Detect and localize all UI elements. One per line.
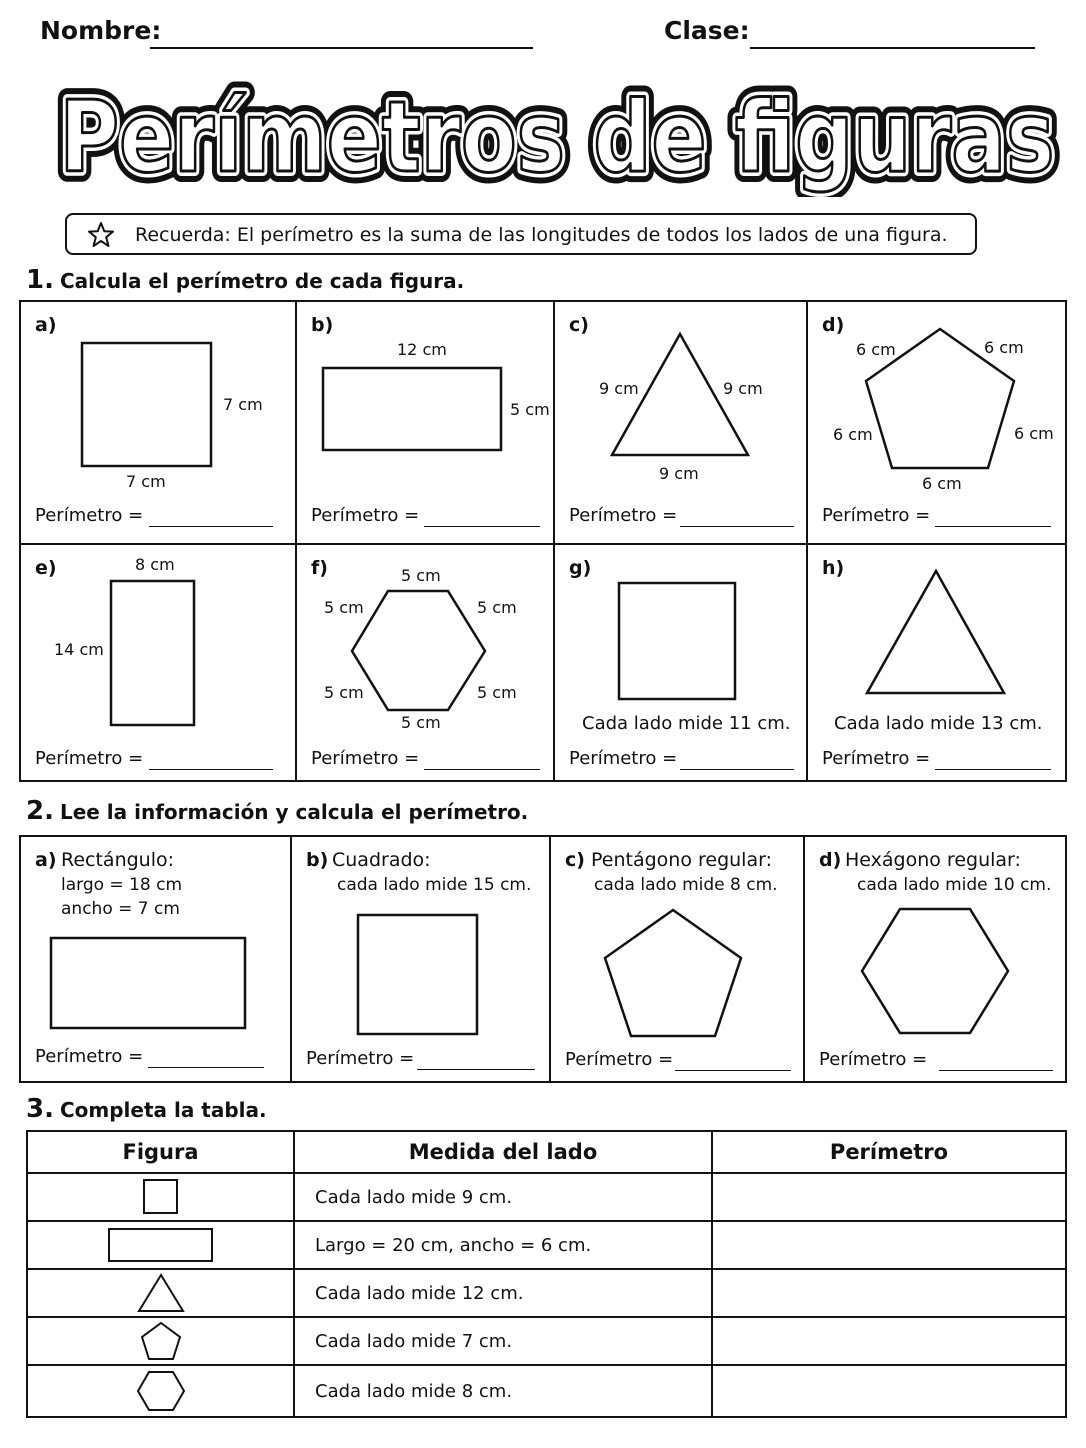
s2-d-answer-field[interactable]: [939, 1070, 1053, 1071]
s1-e-answer-field[interactable]: [149, 769, 273, 770]
table-row: [27, 1365, 1066, 1417]
s1-d-side-1: 6 cm: [856, 340, 896, 359]
s1-item-a-label: a): [35, 314, 57, 336]
s1-item-e: [21, 545, 297, 780]
page-title: [55, 65, 1060, 197]
s2-item-a: [21, 837, 292, 1081]
s1-item-h: [808, 545, 1065, 780]
s1-item-g: [555, 545, 808, 780]
section-3-number: 3.: [26, 1094, 54, 1124]
table-row: [27, 1317, 1066, 1365]
class-label: Clase:: [664, 16, 750, 45]
name-field[interactable]: [150, 47, 533, 49]
s1-g-perimeter-label: Perímetro =: [569, 748, 678, 769]
section-2-title: [26, 796, 528, 826]
table-measure-cell: Largo = 20 cm, ancho = 6 cm.: [294, 1221, 712, 1269]
table-figure-cell: [27, 1317, 294, 1365]
s1-e-side-top: 8 cm: [135, 555, 175, 574]
s1-item-a: [21, 302, 297, 545]
perimeter-table: [26, 1130, 1067, 1418]
section-1-title: [26, 265, 464, 295]
s2-b-answer-field[interactable]: [417, 1069, 535, 1070]
svg-text:Perímetros de figuras: Perímetros de figuras: [59, 81, 1055, 195]
s1-b-side-top: 12 cm: [397, 340, 447, 359]
s1-a-side-bottom: 7 cm: [126, 472, 166, 491]
s1-c-answer-field[interactable]: [680, 526, 794, 527]
s1-d-side-5: 6 cm: [922, 474, 962, 493]
s1-h-note: Cada lado mide 13 cm.: [834, 713, 1043, 734]
s1-h-perimeter-label: Perímetro =: [822, 748, 931, 769]
s1-e-perimeter-label: Perímetro =: [35, 748, 144, 769]
section-1-number: 1.: [26, 265, 54, 295]
s1-f-side-lower-right: 5 cm: [477, 683, 517, 702]
table-figure-cell: [27, 1221, 294, 1269]
s1-d-side-3: 6 cm: [833, 425, 873, 444]
s1-f-side-bottom: 5 cm: [401, 713, 441, 732]
table-measure-cell: Cada lado mide 12 cm.: [294, 1269, 712, 1317]
s1-item-f-label: f): [311, 557, 328, 579]
s2-c-side: cada lado mide 8 cm.: [594, 875, 778, 895]
s1-f-perimeter-label: Perímetro =: [311, 748, 420, 769]
class-field[interactable]: [750, 47, 1035, 49]
table-perimeter-cell[interactable]: [712, 1317, 1066, 1365]
svg-text:Perímetros de figuras: Perímetros de figuras: [59, 81, 1055, 195]
s1-h-answer-field[interactable]: [935, 769, 1051, 770]
s2-c-name: Pentágono regular:: [591, 849, 772, 871]
s2-item-b-label: b): [306, 849, 329, 871]
s1-f-side-upper-left: 5 cm: [324, 598, 364, 617]
section-3-text: Completa la tabla.: [59, 1098, 267, 1122]
s2-item-d-label: d): [819, 849, 842, 871]
hexagon-shape: [805, 837, 1065, 1081]
s1-b-perimeter-label: Perímetro =: [311, 505, 420, 526]
s2-d-side: cada lado mide 10 cm.: [857, 875, 1052, 895]
s1-a-side-right: 7 cm: [223, 395, 263, 414]
rectangle-icon: [107, 1226, 215, 1264]
s1-c-side-right: 9 cm: [723, 379, 763, 398]
s1-item-h-label: h): [822, 557, 845, 579]
s1-item-b-label: b): [311, 314, 334, 336]
section-2-text: Lee la información y calcula el perímetro.: [59, 800, 529, 824]
table-perimeter-cell[interactable]: [712, 1365, 1066, 1417]
table-header-row: [27, 1131, 1066, 1173]
s1-item-f: [297, 545, 555, 780]
s2-b-name: Cuadrado:: [332, 849, 431, 871]
s1-g-answer-field[interactable]: [680, 769, 794, 770]
rectangle-shape: [21, 545, 295, 780]
s1-f-answer-field[interactable]: [424, 769, 540, 770]
rectangle-shape: [21, 837, 290, 1081]
s1-item-g-label: g): [569, 557, 592, 579]
star-icon: [87, 222, 115, 248]
s1-d-answer-field[interactable]: [935, 526, 1051, 527]
square-shape: [555, 545, 806, 780]
s1-c-side-left: 9 cm: [599, 379, 639, 398]
s1-d-perimeter-label: Perímetro =: [822, 505, 931, 526]
table-figure-cell: [27, 1269, 294, 1317]
s1-item-d: [808, 302, 1065, 545]
table-measure-cell: Cada lado mide 7 cm.: [294, 1317, 712, 1365]
table-row: [27, 1221, 1066, 1269]
s1-d-side-2: 6 cm: [984, 338, 1024, 357]
s1-d-side-4: 6 cm: [1014, 424, 1054, 443]
s2-item-c-label: c): [565, 849, 585, 871]
reminder-box: [65, 213, 977, 255]
pentagon-icon: [138, 1320, 184, 1362]
table-row: [27, 1269, 1066, 1317]
section-2-grid: [19, 835, 1067, 1083]
s1-item-d-label: d): [822, 314, 845, 336]
section-1-text: Calcula el perímetro de cada figura.: [59, 269, 465, 293]
pentagon-shape: [551, 837, 803, 1081]
s1-f-side-top: 5 cm: [401, 566, 441, 585]
s2-item-d: [805, 837, 1065, 1081]
s2-b-perimeter-label: Perímetro =: [306, 1048, 415, 1069]
hexagon-icon: [135, 1369, 187, 1413]
s2-item-c: [551, 837, 805, 1081]
table-figure-cell: [27, 1173, 294, 1221]
s1-c-perimeter-label: Perímetro =: [569, 505, 678, 526]
s1-f-side-upper-right: 5 cm: [477, 598, 517, 617]
reminder-text: Recuerda: El perímetro es la suma de las longitudes de todos los lados de una figura.: [135, 224, 948, 246]
table-perimeter-cell[interactable]: [712, 1173, 1066, 1221]
table-perimeter-cell[interactable]: [712, 1221, 1066, 1269]
s2-c-answer-field[interactable]: [675, 1070, 791, 1071]
svg-text:Perímetros de figuras: Perímetros de figuras: [59, 81, 1055, 195]
s1-a-perimeter-label: Perímetro =: [35, 505, 144, 526]
s2-b-side: cada lado mide 15 cm.: [337, 875, 532, 895]
s2-d-name: Hexágono regular:: [845, 849, 1021, 871]
table-figure-cell: [27, 1365, 294, 1417]
table-row: [27, 1173, 1066, 1221]
s2-c-perimeter-label: Perímetro =: [565, 1049, 674, 1070]
name-label: Nombre:: [40, 16, 162, 45]
s1-item-b: [297, 302, 555, 545]
s2-a-width: ancho = 7 cm: [61, 899, 180, 919]
square-icon: [141, 1178, 181, 1216]
s1-f-side-lower-left: 5 cm: [324, 683, 364, 702]
s2-item-b: [292, 837, 551, 1081]
s2-a-name: Rectángulo:: [61, 849, 175, 871]
s1-item-c: [555, 302, 808, 545]
table-measure-cell: Cada lado mide 9 cm.: [294, 1173, 712, 1221]
s2-a-answer-field[interactable]: [148, 1067, 264, 1068]
s2-d-perimeter-label: Perímetro =: [819, 1049, 928, 1070]
table-header-side: Medida del lado: [294, 1131, 712, 1173]
table-measure-cell: Cada lado mide 8 cm.: [294, 1365, 712, 1417]
s1-b-side-right: 5 cm: [510, 400, 550, 419]
section-2-number: 2.: [26, 796, 54, 826]
table-perimeter-cell[interactable]: [712, 1269, 1066, 1317]
square-shape: [292, 837, 549, 1081]
section-3-title: [26, 1094, 267, 1124]
s1-b-answer-field[interactable]: [424, 526, 540, 527]
s2-a-perimeter-label: Perímetro =: [35, 1046, 144, 1067]
s2-item-a-label: a): [35, 849, 57, 871]
triangle-shape: [808, 545, 1065, 780]
s1-c-side-bottom: 9 cm: [659, 464, 699, 483]
s1-item-c-label: c): [569, 314, 589, 336]
s2-a-length: largo = 18 cm: [61, 875, 183, 895]
table-header-figure: Figura: [27, 1131, 294, 1173]
section-1-grid: [19, 300, 1067, 782]
s1-item-e-label: e): [35, 557, 57, 579]
table-header-perimeter: Perímetro: [712, 1131, 1066, 1173]
s1-a-answer-field[interactable]: [149, 526, 273, 527]
s1-g-note: Cada lado mide 11 cm.: [582, 713, 791, 734]
triangle-icon: [136, 1272, 186, 1314]
s1-e-side-left: 14 cm: [54, 640, 104, 659]
